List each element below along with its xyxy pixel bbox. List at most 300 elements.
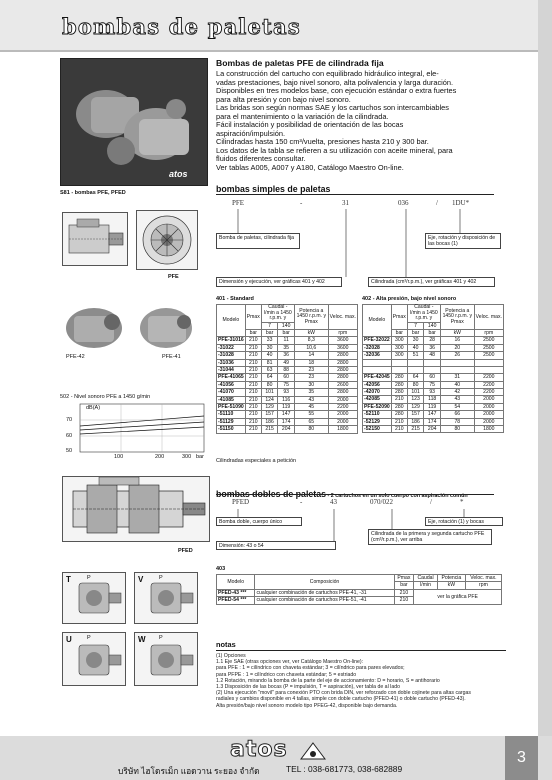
noise-graph — [60, 402, 208, 462]
cell — [407, 359, 424, 366]
cell: 49 — [278, 359, 295, 366]
cell: 36 — [278, 352, 295, 359]
cell: 20 — [440, 344, 474, 351]
cell: 210 — [245, 411, 261, 418]
table-row — [217, 374, 358, 381]
table-row — [217, 359, 358, 366]
code-part: PFE — [232, 199, 245, 207]
table401-footnote: Cilindradas especiales a petición — [216, 458, 297, 464]
page-number: 3 — [505, 736, 538, 780]
th-unit: bar — [245, 329, 261, 336]
code-box-shaft: Eje, rotación y disposición de las bocas (1) — [425, 233, 501, 249]
cell: -52129 — [363, 418, 392, 425]
table-row — [363, 411, 504, 418]
port-diagram-u — [62, 632, 126, 686]
cell: 60 — [278, 374, 295, 381]
cell: 101 — [261, 389, 278, 396]
table-row — [217, 589, 502, 596]
footer-tel: TEL : 038-681773, 038-682889 — [286, 764, 403, 774]
cell: 35 — [294, 389, 328, 396]
pump-photo-pfe42 — [60, 300, 130, 352]
pump-photo-pfe41 — [136, 300, 200, 352]
code-box-pump: Bomba de paletas, cilindrada fija — [216, 233, 300, 249]
cell: 129 — [407, 403, 424, 410]
cell: 300 — [391, 344, 407, 351]
cell: 280 — [391, 411, 407, 418]
code-box-dimension: Dimensión y ejecución, ver gráficas 401 y 402 — [216, 277, 342, 287]
table-403 — [216, 574, 502, 605]
cell: -32036 — [363, 352, 392, 359]
graph-xtick: bar — [196, 454, 204, 460]
cell: 2500 — [474, 337, 503, 344]
graph-title: 502 - Nivel sonoro PFE a 1450 g/min — [60, 394, 151, 400]
cell: 210 — [245, 418, 261, 425]
cell: 101 — [407, 388, 424, 395]
intro-line: Los datos de la tabla se refieren a su utilización con aceite mineral, para — [216, 145, 453, 155]
table-row — [363, 352, 504, 359]
cell: 23 — [294, 366, 328, 373]
table-row — [217, 426, 358, 433]
th-unit: bar — [407, 329, 424, 336]
cell: 2000 — [474, 396, 503, 403]
cell: 210 — [245, 396, 261, 403]
cell: 210 — [245, 352, 261, 359]
graph-ytick: 60 — [66, 433, 73, 439]
cell: 81 — [261, 359, 278, 366]
code-part: PFED — [232, 498, 250, 506]
section-rule — [216, 194, 494, 195]
cell: cualquier combinación de cartuchos PFE-51, -41 — [255, 597, 394, 604]
graph-xtick: 100 — [114, 454, 124, 460]
pump-photo-drawing — [61, 59, 207, 185]
cell: 26 — [440, 352, 474, 359]
cell: PFE-52090 — [364, 403, 390, 410]
cell — [474, 359, 503, 366]
cell: 210 — [245, 374, 261, 381]
intro-line: para el mantenimiento o la variación de la cilindrada. — [216, 111, 389, 121]
intro-line: aspiración/impulsión. — [216, 128, 286, 138]
cell: 210 — [391, 418, 407, 425]
port-letter: V — [138, 575, 144, 584]
cell: 210 — [394, 597, 414, 604]
port-letter: P — [87, 635, 91, 641]
th-veloc: Veloc. max. — [474, 305, 503, 330]
port-letter: P — [159, 635, 163, 641]
cell: 30 — [407, 337, 424, 344]
footer-logo: atos — [230, 737, 288, 762]
cell: 43 — [294, 396, 328, 403]
cell: 40 — [261, 352, 278, 359]
cell: 210 — [245, 426, 261, 433]
cell: 3600 — [328, 337, 357, 344]
table-row — [217, 418, 358, 425]
cell: 210 — [245, 389, 261, 396]
cell: PFE-31016 — [218, 337, 244, 344]
cell: 174 — [278, 418, 295, 425]
th-caudal: Caudal - l/min a 1450 r.p.m. y — [261, 305, 294, 323]
intro-line: Ver tablas A005, A007 y A180, Catálogo Maestro On-line. — [216, 162, 404, 172]
cell: 2800 — [328, 374, 357, 381]
photo-caption: S81 - bombas PFE, PFED — [60, 190, 126, 196]
th-sub: 7 — [407, 322, 424, 329]
code-part: 070/022 — [370, 498, 393, 506]
th-unit: bar — [278, 329, 295, 336]
port-letter: P — [87, 575, 91, 581]
cell: 55 — [294, 411, 328, 418]
cell: 123 — [407, 396, 424, 403]
label-pfe41: PFE-41 — [162, 354, 181, 360]
cell: 118 — [424, 396, 441, 403]
cell: 45 — [294, 403, 328, 410]
cell — [363, 366, 392, 373]
cell: 8,3 — [294, 337, 328, 344]
note-line: para PFPE : 1 = cilíndrico con chaveta estándar; 5 = estriado — [216, 671, 357, 678]
cell: 2200 — [474, 388, 503, 395]
cell: 210 — [245, 366, 261, 373]
cell: 215 — [407, 425, 424, 432]
cell: 60 — [424, 374, 441, 381]
label-pfed: PFED — [178, 548, 193, 554]
notes-title: notas — [216, 640, 236, 649]
code-box-displacement: Cilindrada (cm³/r.p.m.), ver gráficas 401 y 402 — [368, 277, 495, 287]
table-402 — [362, 304, 504, 433]
cell: 119 — [424, 403, 441, 410]
cell: 78 — [440, 418, 474, 425]
cell: PFED-54 *** — [217, 597, 255, 604]
code-box-double-displacement: Cilindrada de la primera y segunda cartucho PFE (cm³/r.p.m.), ver arriba — [368, 529, 492, 545]
cell: 129 — [261, 403, 278, 410]
cell: 33 — [261, 337, 278, 344]
cell: cualquier combinación de cartuchos PFE-41, -31 — [255, 589, 394, 596]
th-veloc: Veloc. max. — [328, 305, 357, 330]
table-row — [363, 374, 504, 381]
graph-ytick: 50 — [66, 448, 73, 454]
cell: 93 — [424, 388, 441, 395]
cell: 66 — [440, 411, 474, 418]
label-pfe42: PFE-42 — [66, 354, 85, 360]
port-diagram-t — [62, 572, 126, 624]
atos-triangle-icon — [300, 742, 326, 760]
code-part: 1DU* — [452, 199, 470, 207]
note-line: 1.2 Rotación, mirando la bomba de la parte del eje de accionamiento: D = horario, S = antihorario — [216, 677, 440, 684]
cell: 23 — [294, 374, 328, 381]
product-photo — [60, 58, 208, 186]
cell — [391, 359, 407, 366]
cell-merged: ver la gráfica PFE — [414, 589, 502, 604]
intro-line: Disponibles en tres modelos base, con ejecución estándar o extra fuertes — [216, 86, 457, 95]
th-unit: kW — [294, 329, 328, 336]
cell: 2200 — [328, 403, 357, 410]
th-modelo: Modelo — [217, 575, 255, 590]
cell: 215 — [261, 426, 278, 433]
graph-ylabel: dB(A) — [86, 405, 101, 411]
cell: 2000 — [328, 396, 357, 403]
cell: 147 — [278, 411, 295, 418]
cell: -52110 — [363, 411, 392, 418]
photo-logo: atos — [169, 169, 188, 179]
cell — [424, 366, 441, 373]
code-box-double-shaft: Eje, rotación (1) y bocas — [425, 517, 503, 526]
code-part: / — [436, 199, 438, 207]
cell: PFE-41065 — [218, 374, 244, 381]
code-part: 036 — [398, 199, 409, 207]
intro-line: Cilindradas hasta 150 cm³/vuelta, presiones hasta 210 y 300 bar. — [216, 137, 429, 146]
label-pfe: PFE — [168, 274, 179, 280]
pfed-section-drawing — [62, 476, 210, 542]
simple-section-title: bombas simples de paletas — [216, 184, 331, 194]
th-potencia: Potencia a 1450 r.p.m. y Pmax — [440, 305, 474, 330]
cell: 63 — [261, 366, 278, 373]
cell: 80 — [407, 381, 424, 388]
cell: 11 — [278, 337, 295, 344]
graph-xtick: 300 — [182, 454, 192, 460]
intro-line: fluidos diferentes consultar. — [216, 154, 306, 163]
footer-company: บริษัท ไฮโดรเม็ก แอดวาน ระยอง จำกัด — [118, 766, 260, 776]
cell: 28 — [424, 337, 441, 344]
cell: 210 — [245, 403, 261, 410]
th-potencia: Potencia — [437, 575, 465, 582]
intro-line: La construcción del cartucho con equilibrado hidráulico integral, ele- — [216, 69, 439, 78]
cell: 80 — [440, 425, 474, 432]
port-letter: W — [138, 635, 146, 644]
cell: 75 — [278, 381, 295, 388]
cell: 43 — [440, 396, 474, 403]
note-line: (1) Opciones — [216, 653, 246, 659]
cell: 157 — [261, 411, 278, 418]
section-rule — [216, 494, 494, 495]
cell: -42085 — [363, 396, 392, 403]
cell: 80 — [294, 426, 328, 433]
cell: 35 — [278, 344, 295, 351]
cell: 210 — [245, 344, 261, 351]
cell: -42056 — [363, 381, 392, 388]
port-letter: T — [66, 575, 71, 584]
cell: 40 — [407, 344, 424, 351]
table-row — [363, 337, 504, 344]
table-row — [363, 425, 504, 432]
table-row — [217, 389, 358, 396]
cell: 2000 — [474, 403, 503, 410]
code-part: * — [460, 498, 464, 506]
cell: 2800 — [328, 359, 357, 366]
table-row — [217, 366, 358, 373]
table-row — [217, 396, 358, 403]
cell: 210 — [391, 425, 407, 432]
table-row — [217, 411, 358, 418]
cell: 2000 — [328, 411, 357, 418]
th-pmax: Pmax — [245, 305, 261, 330]
table403-title: 403 — [216, 566, 226, 572]
cell: 40 — [440, 381, 474, 388]
cell: 2000 — [474, 418, 503, 425]
cell: 280 — [391, 403, 407, 410]
footer — [0, 736, 552, 780]
cell: 54 — [440, 403, 474, 410]
cell: 80 — [261, 381, 278, 388]
cell: 2200 — [474, 381, 503, 388]
cell: 116 — [278, 396, 295, 403]
cell: 2000 — [328, 418, 357, 425]
port-orientation-diagrams — [62, 572, 210, 692]
cell: 210 — [245, 337, 261, 344]
port-letter: U — [66, 635, 72, 644]
intro-block — [216, 58, 516, 172]
table-row — [363, 396, 504, 403]
cell: 30 — [294, 381, 328, 388]
code-part: - — [300, 498, 303, 506]
code-part: - — [300, 199, 303, 207]
page-header — [0, 0, 552, 52]
intro-line: vadas prestaciones, bajo nivel sonoro, alta polivalencia y larga duración. — [216, 77, 454, 87]
cell — [424, 359, 441, 366]
cell: 65 — [294, 418, 328, 425]
th-unit: kW — [437, 582, 465, 589]
cell — [391, 366, 407, 373]
table-row — [217, 352, 358, 359]
cell: 157 — [407, 411, 424, 418]
th-unit: kW — [440, 329, 474, 336]
note-line: 1.1 Eje SAE (otras opciones ver, ver Catálogo Maestro On-line): — [216, 659, 364, 666]
cell — [363, 359, 392, 366]
cell: 10,6 — [294, 344, 328, 351]
th-sub: 7 — [261, 322, 278, 329]
cell: 210 — [394, 589, 414, 596]
notes-block — [216, 640, 506, 709]
code-connector-lines — [216, 207, 506, 279]
th-potencia: Potencia a 1450 r.p.m. y Pmax — [294, 305, 328, 330]
table-row — [363, 359, 504, 366]
th-sub: 140 — [424, 322, 441, 329]
table-row — [217, 344, 358, 351]
cell: -51129 — [217, 418, 246, 425]
th-modelo: Modelo — [363, 305, 392, 337]
cell — [440, 359, 474, 366]
note-line: radiales y cambios disponible en 4 tallas, simple con doble cartucho (PFED-41) o doble cartucho (PFED-43). — [216, 696, 466, 703]
cell: 48 — [424, 352, 441, 359]
cell: 119 — [278, 403, 295, 410]
cell: 42 — [440, 388, 474, 395]
cell: 75 — [424, 381, 441, 388]
pump-section-drawing — [136, 210, 198, 270]
th-unit: rpm — [465, 582, 501, 589]
table-row — [363, 344, 504, 351]
code-box-double-pump: Bomba doble, cuerpo único — [216, 517, 302, 526]
th-unit: bar — [424, 329, 441, 336]
cell: 31 — [440, 374, 474, 381]
double-section-title — [216, 484, 516, 502]
table-row — [363, 403, 504, 410]
note-line: para PFE : 1 = cilíndrico con chaveta estándar; 3 = cilíndrico para pares elevados; — [216, 665, 405, 672]
th-caudal: Caudal — [414, 575, 438, 582]
cell: -32028 — [363, 344, 392, 351]
table-row — [363, 418, 504, 425]
cell: 16 — [440, 337, 474, 344]
cell: 280 — [391, 388, 407, 395]
cell: 2800 — [328, 389, 357, 396]
cell: -41070 — [217, 389, 246, 396]
page-title: bombas de paletas — [62, 14, 301, 39]
table401-title: 401 - Standard — [216, 296, 254, 302]
cell: -52150 — [363, 425, 392, 432]
section-rule — [216, 650, 506, 651]
cell: -51110 — [217, 411, 246, 418]
cell: 64 — [407, 374, 424, 381]
note-line: (2) Una ejecución "movil" para conexión PTO con brida DIN, ver reforzado con doble cojinete para altas cargas — [216, 690, 472, 697]
th-modelo: Modelo — [217, 305, 246, 337]
intro-line: Las bridas son según normas SAE y los cartuchos son intercambiables — [216, 103, 449, 112]
cell — [474, 366, 503, 373]
cell: 1800 — [328, 426, 357, 433]
cell: 30 — [261, 344, 278, 351]
cell: 210 — [245, 381, 261, 388]
cell: 93 — [278, 389, 295, 396]
note-line: Alta presión/bajo nivel sonoro modelo tipo PFEG-42, disponible bajo demanda. — [216, 702, 398, 709]
cell: 280 — [391, 381, 407, 388]
cell — [440, 366, 474, 373]
th-pmax: Pmax — [394, 575, 414, 582]
cell: 64 — [261, 374, 278, 381]
cell: 186 — [261, 418, 278, 425]
table402-title: 402 - Alta presión, bajo nivel sonoro — [362, 296, 457, 302]
th-unit: rpm — [328, 329, 357, 336]
cell: 3600 — [328, 344, 357, 351]
cell: -31022 — [217, 344, 246, 351]
th-unit: rpm — [474, 329, 503, 336]
cell: -31044 — [217, 366, 246, 373]
right-margin-bar — [538, 0, 552, 780]
code-part: / — [430, 498, 432, 506]
intro-line: para alta presión y con bajo nivel sonoro. — [216, 94, 351, 104]
note-line: 1.3 Disposición de las bocas (P = impulsión, T = aspiración), ver tabla de al lado — [216, 684, 400, 691]
cell: -41085 — [217, 396, 246, 403]
cell: 280 — [391, 374, 407, 381]
th-unit: bar — [394, 582, 414, 589]
cell: 2600 — [328, 381, 357, 388]
th-unit: bar — [261, 329, 278, 336]
th-unit: l/min — [414, 582, 438, 589]
th-composicion: Composición — [255, 575, 394, 590]
cell: 1800 — [474, 425, 503, 432]
table-401 — [216, 304, 358, 434]
cell: 36 — [424, 344, 441, 351]
code-part: 43 — [330, 498, 337, 506]
cell: PFE-32022 — [364, 337, 390, 344]
cell: 124 — [261, 396, 278, 403]
table-row — [363, 388, 504, 395]
cell: 147 — [424, 411, 441, 418]
th-unit: bar — [391, 329, 407, 336]
th-sub: 140 — [278, 322, 295, 329]
cell: -51150 — [217, 426, 246, 433]
cell: 14 — [294, 352, 328, 359]
pump-side-drawing — [62, 212, 128, 266]
intro-title: Bombas de paletas PFE de cilindrada fija — [216, 58, 384, 68]
cell: 88 — [278, 366, 295, 373]
cell: -31036 — [217, 359, 246, 366]
cell: 204 — [424, 425, 441, 432]
code-box-double-dimension: Dimensión: 43 o 54 — [216, 541, 336, 550]
cell: -31028 — [217, 352, 246, 359]
graph-ytick: 70 — [66, 417, 73, 423]
cell: PFE-51090 — [218, 403, 244, 410]
cell: PFE-42045 — [364, 374, 390, 381]
cell: 204 — [278, 426, 295, 433]
cell: 18 — [294, 359, 328, 366]
cell: 51 — [407, 352, 424, 359]
notes-text — [216, 653, 506, 709]
table-row — [363, 381, 504, 388]
table-row — [217, 337, 358, 344]
